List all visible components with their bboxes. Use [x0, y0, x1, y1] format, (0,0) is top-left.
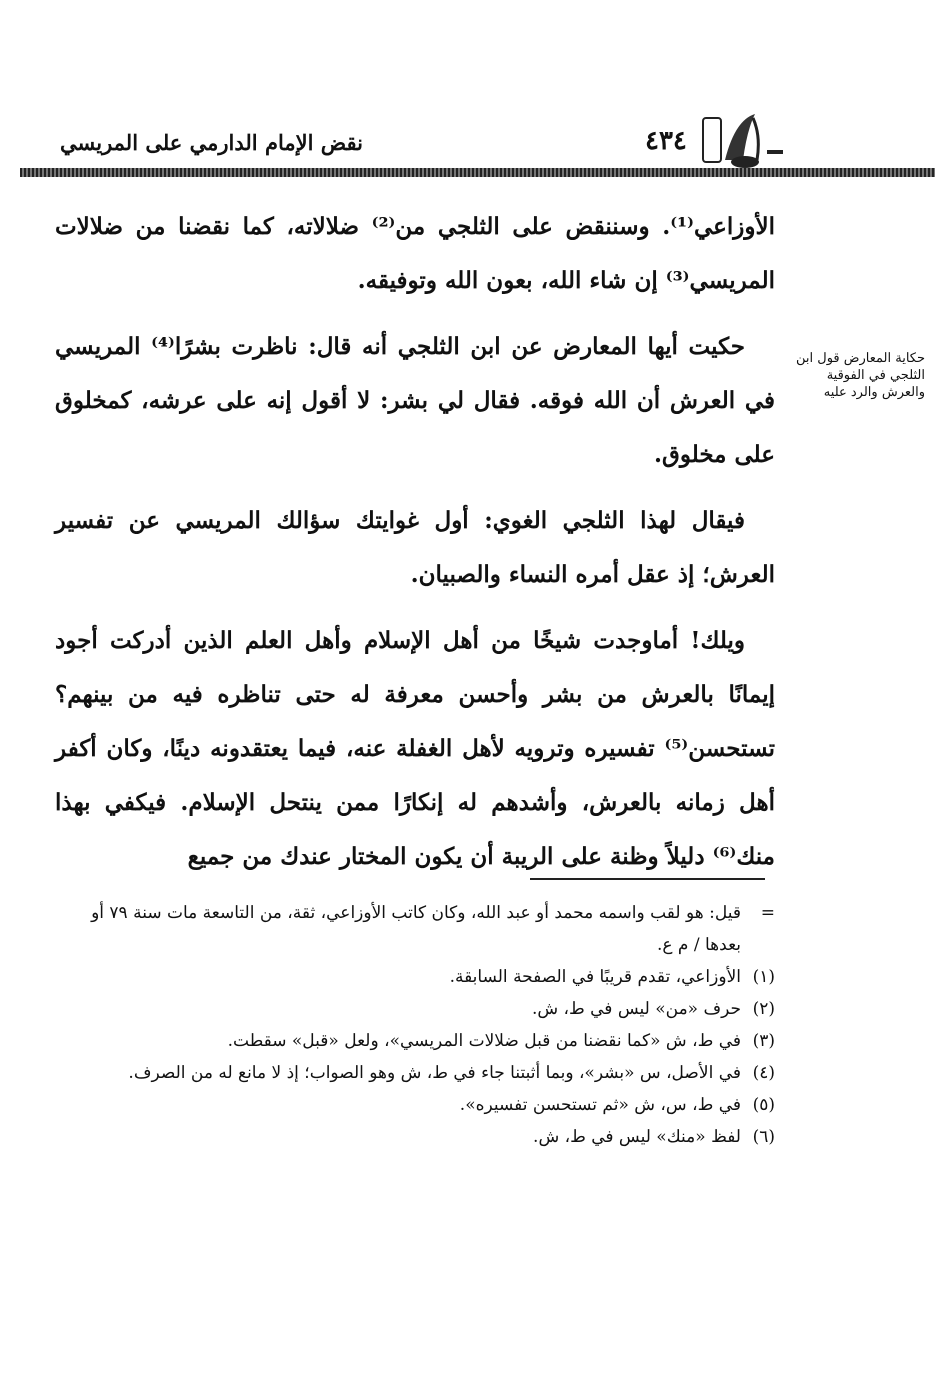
paragraph: فيقال لهذا الثلجي الغوي: أول غوايتك سؤالك المريسي عن تفسير العرش؛ إذ عقل أمره النساء والصبيان.	[55, 507, 775, 588]
page-number: ٤٣٤	[645, 126, 687, 156]
footnote-text: لفظ «منك» ليس في ط، ش.	[533, 1127, 741, 1147]
footnote	[55, 897, 775, 961]
footnote	[55, 1121, 775, 1153]
footnote	[55, 1025, 775, 1057]
footnote-text: حرف «من» ليس في ط، ش.	[531, 999, 741, 1019]
footnote-text: في ط، ش «كما نقضنا من قبل ضلالات المريسي»، ولعل «قبل» سقطت.	[227, 1031, 741, 1051]
header-divider	[20, 168, 935, 177]
main-text	[55, 200, 775, 896]
footnote-number: (٥)	[752, 1095, 775, 1115]
footnote-text: الأوزاعي، تقدم قريبًا في الصفحة السابقة.	[449, 967, 741, 987]
paragraph: الأوزاعي⁽¹⁾. وسننقض على الثلجي من⁽²⁾ ضلالاته، كما نقضنا من ضلالات المريسي⁽³⁾ إن شاء الله، بعون الله وتوفيقه.	[55, 213, 775, 294]
footnote-text: في الأصل، س «بشر»، وبما أثبتنا جاء في ط، ش وهو الصواب؛ إذ لا مانع له من الصرف.	[128, 1063, 741, 1083]
running-title: نقض الإمام الدارمي على المريسي	[60, 130, 363, 155]
footnotes	[55, 897, 775, 1153]
footnote-text: في ط، س، ش «ثم تستحسن تفسيره».	[459, 1095, 741, 1115]
footnote-number: (٦)	[752, 1127, 775, 1147]
page-header	[20, 110, 935, 190]
footnote-divider	[530, 878, 765, 880]
footnote-text: قيل: هو لقب واسمه محمد أو عبد الله، وكان كاتب الأوزاعي، ثقة، من التاسعة مات سنة ٧٩ أو بعدها / م ع.	[91, 903, 741, 955]
footnote	[55, 961, 775, 993]
paragraph: حكيت أيها المعارض عن ابن الثلجي أنه قال: ناظرت بشرًا⁽⁴⁾ المريسي في العرش أن الله فوقه. فقال لي بشر: لا أقول إنه على عرشه، كمخلوق على مخلوق.	[55, 333, 775, 468]
footnote-number: (١)	[752, 967, 775, 987]
footnote-number: =	[760, 903, 775, 923]
footnote	[55, 1089, 775, 1121]
footnote-number: (٤)	[752, 1063, 775, 1083]
footnote	[55, 993, 775, 1025]
quill-inkwell-icon	[695, 110, 785, 172]
paragraph: ويلك! أماوجدت شيخًا من أهل الإسلام وأهل العلم الذين أدركت أجود إيمانًا بالعرش من بشر وأحسن معرفة له حتى تناظره فيه من بينهم؟ تستحسن⁽⁵⁾ تفسيره وترويه لأهل الغفلة عنه، فيما يعتقدونه دينًا، وكان أكفر أهل زمانه بالعرش، وأشدهم له إنكارًا ممن ينتحل الإسلام. فيكفي بهذا منك⁽⁶⁾ دليلاً وظنة على الريبة أن يكون المختار عندك من جميع	[55, 627, 775, 870]
footnote-number: (٣)	[752, 1031, 775, 1051]
footnote	[55, 1057, 775, 1089]
footnote-number: (٢)	[752, 999, 775, 1019]
margin-note: حكاية المعارض قول ابن الثلجي في الفوقية والعرش والرد عليه	[796, 351, 925, 400]
